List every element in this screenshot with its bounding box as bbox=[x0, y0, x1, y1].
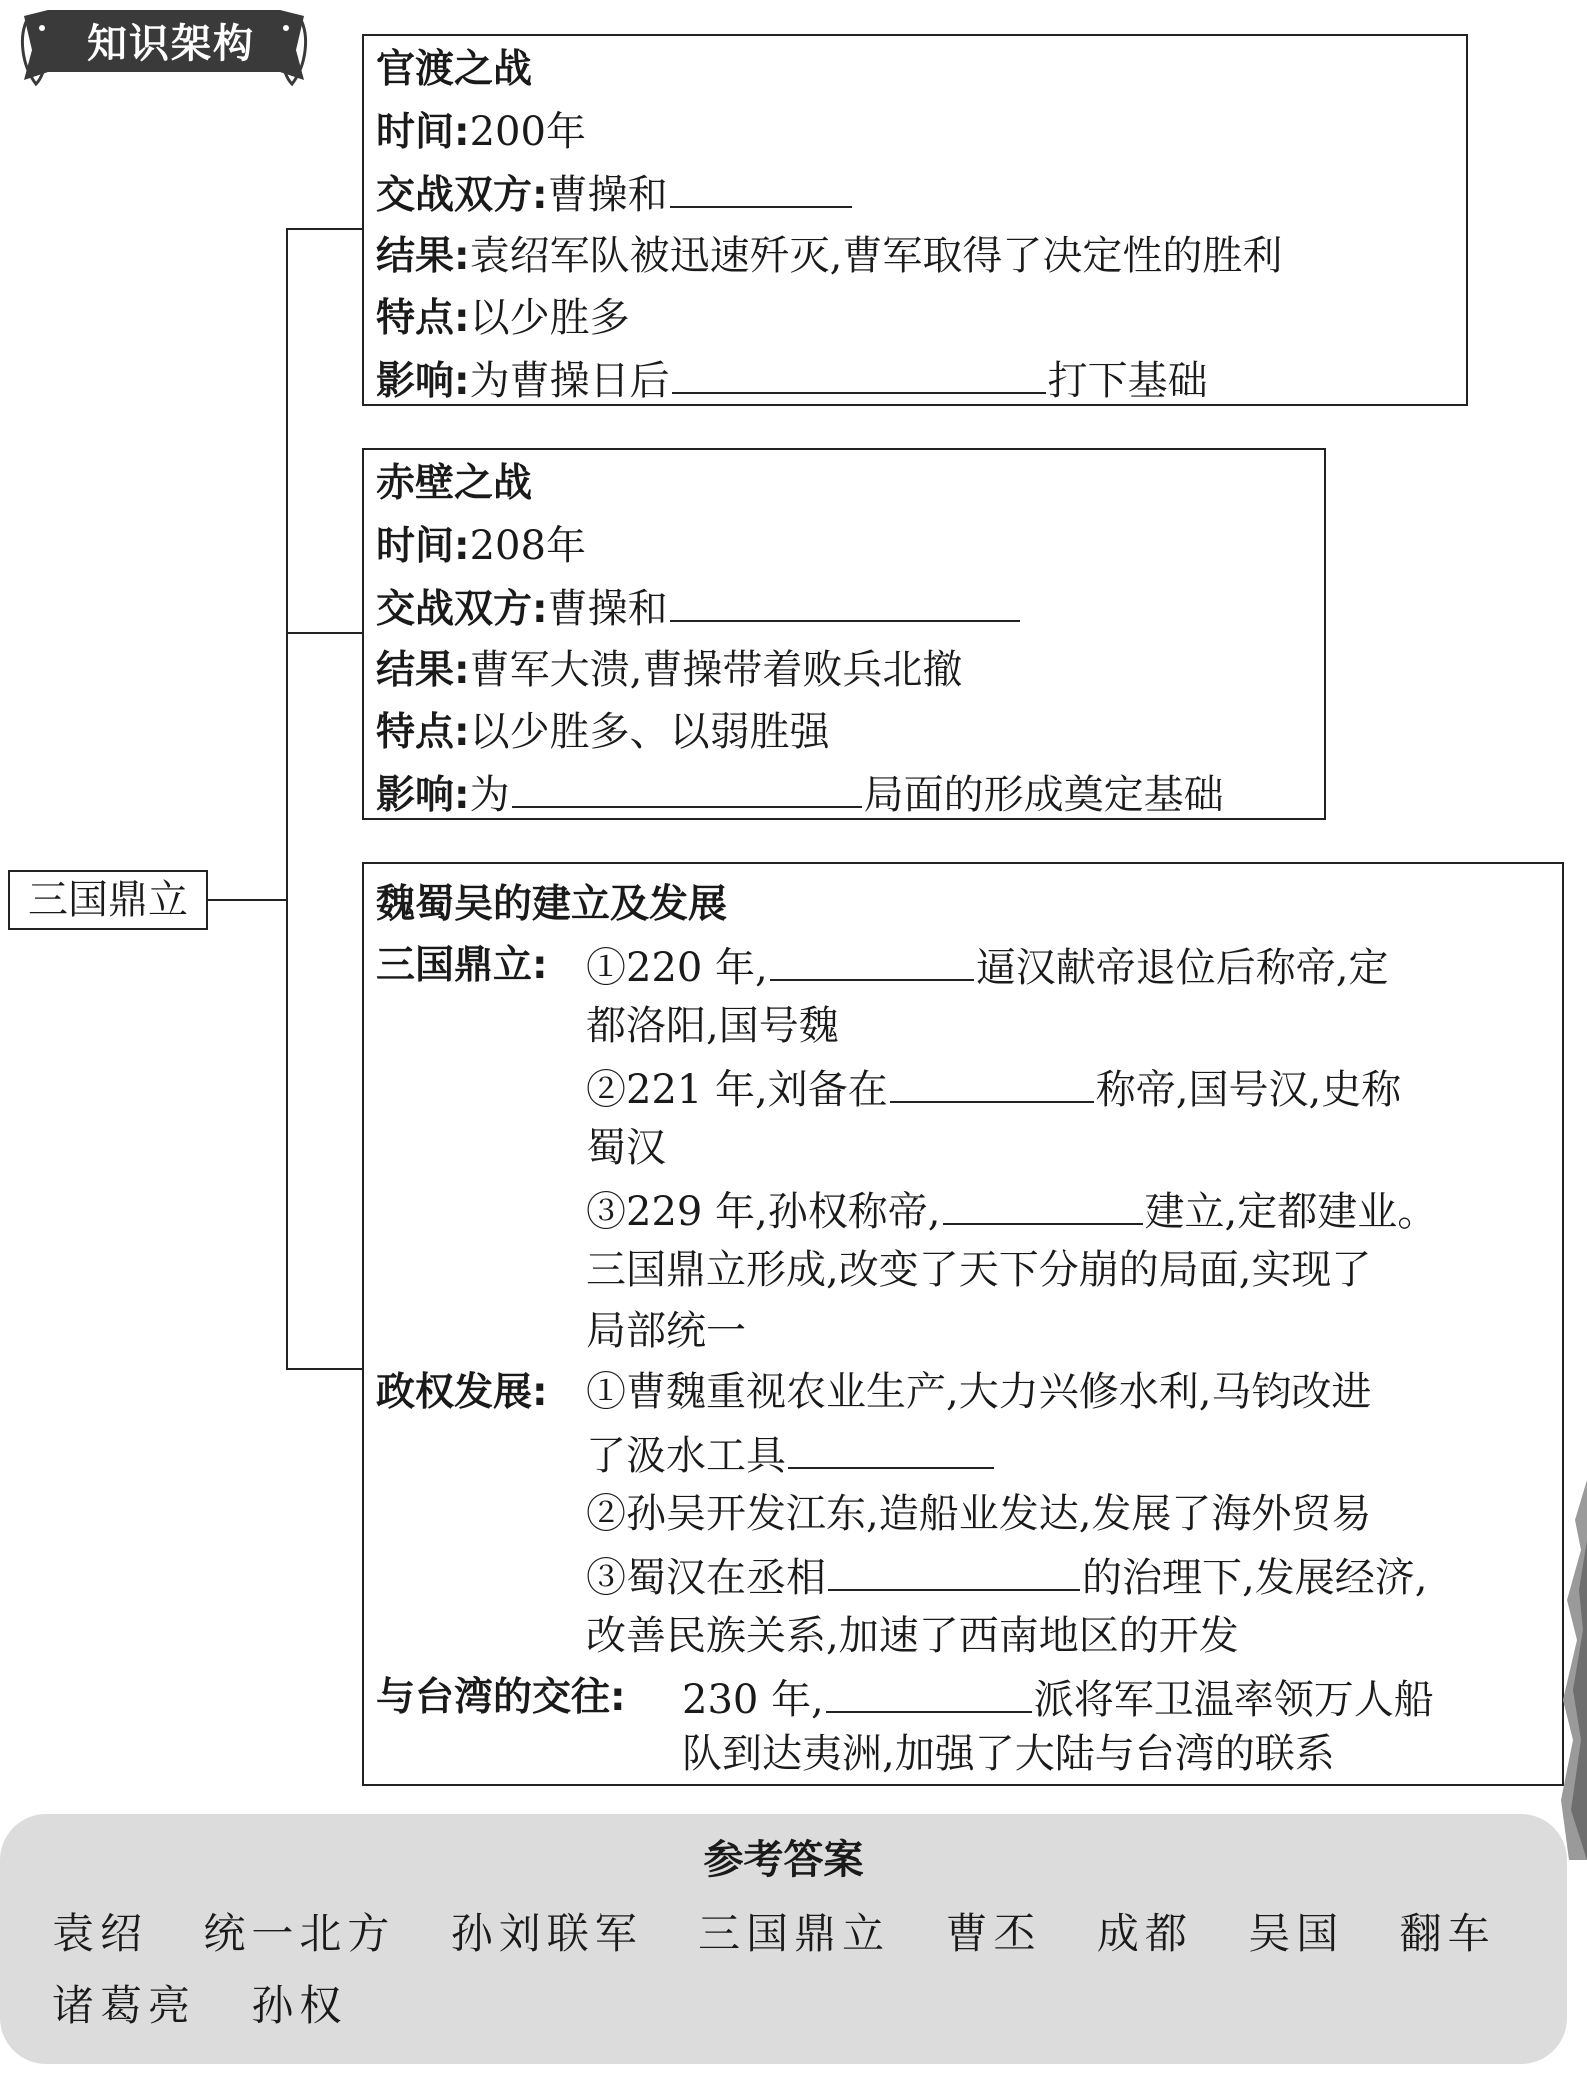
answer-item: 统一北方 bbox=[203, 1909, 396, 1958]
answer-item: 翻车 bbox=[1399, 1909, 1496, 1958]
box1-row-result: 结果:袁绍军队被迅速歼灭,曹军取得了决定性的胜利 bbox=[376, 233, 1283, 279]
answers-row-2 bbox=[52, 1974, 389, 2038]
box2-row-sides: 交战双方:曹操和 bbox=[376, 576, 1022, 640]
s3-line-1: 230 年, 派将军卫温率领万人船 bbox=[682, 1667, 1434, 1731]
tree-connector-box1 bbox=[286, 228, 362, 230]
root-node: 三国鼎立 bbox=[8, 870, 208, 930]
section-banner bbox=[18, 6, 310, 90]
box2-row-impact: 影响:为 局面的形成奠定基础 bbox=[376, 762, 1224, 826]
s2-line-5: 改善民族关系,加速了西南地区的开发 bbox=[586, 1613, 1239, 1659]
answers-title: 参考答案 bbox=[703, 1837, 864, 1883]
s1-line-2: 都洛阳,国号魏 bbox=[586, 1003, 839, 1049]
box2-row-result: 结果:曹军大溃,曹操带着败兵北撤 bbox=[376, 647, 963, 693]
answer-item: 三国鼎立 bbox=[698, 1909, 891, 1958]
s1-line-5: ③229 年,孙权称帝, 建立,定都建业。 bbox=[586, 1179, 1437, 1243]
box3-title: 魏蜀吴的建立及发展 bbox=[376, 882, 728, 927]
answer-blank bbox=[770, 935, 974, 981]
reference-answers-panel bbox=[0, 1814, 1567, 2064]
box1-row-time: 时间:200年 bbox=[376, 109, 586, 155]
answer-item: 孙权 bbox=[251, 1981, 348, 2030]
s1-line-3: ②221 年,刘备在 称帝,国号汉,史称 bbox=[586, 1057, 1401, 1121]
box-guandu bbox=[362, 34, 1468, 406]
answer-blank bbox=[788, 1423, 994, 1469]
s1-line-4: 蜀汉 bbox=[586, 1125, 666, 1171]
answer-blank bbox=[890, 1057, 1094, 1103]
box2-row-feature: 特点:以少胜多、以弱胜强 bbox=[376, 709, 830, 755]
tree-connector-vertical bbox=[286, 228, 288, 1370]
s2-line-2: 了汲水工具 bbox=[586, 1423, 996, 1487]
answer-blank bbox=[943, 1179, 1143, 1225]
answer-blank bbox=[826, 1667, 1032, 1713]
box-chibi bbox=[362, 448, 1326, 820]
banner-title: 知识架构 bbox=[87, 21, 255, 67]
section-label-taiwan-relations: 与台湾的交往: bbox=[376, 1675, 626, 1720]
answer-blank bbox=[670, 162, 852, 208]
tree-connector-root bbox=[208, 899, 288, 901]
answer-item: 袁绍 bbox=[52, 1909, 149, 1958]
answer-item: 曹丕 bbox=[945, 1909, 1042, 1958]
answers-row-1 bbox=[52, 1902, 1538, 1966]
answer-blank bbox=[672, 348, 1046, 394]
s2-line-1: ①曹魏重视农业生产,大力兴修水利,马钧改进 bbox=[586, 1369, 1372, 1415]
mountain-decoration-icon bbox=[1557, 1480, 1587, 1860]
answer-item: 吴国 bbox=[1248, 1909, 1345, 1958]
answer-blank bbox=[512, 762, 862, 808]
box2-title: 赤壁之战 bbox=[376, 461, 533, 506]
s1-line-1: ①220 年, 逼汉献帝退位后称帝,定 bbox=[586, 935, 1389, 999]
s3-line-2: 队到达夷洲,加强了大陆与台湾的联系 bbox=[682, 1731, 1335, 1777]
section-label-regime-development: 政权发展: bbox=[376, 1370, 548, 1415]
answer-item: 诸葛亮 bbox=[52, 1981, 197, 2030]
answer-item: 孙刘联军 bbox=[450, 1909, 643, 1958]
tree-connector-box2 bbox=[286, 632, 362, 634]
box1-row-impact: 影响:为曹操日后 打下基础 bbox=[376, 348, 1208, 412]
box2-row-time: 时间:208年 bbox=[376, 523, 586, 569]
tree-connector-box3 bbox=[286, 1368, 362, 1370]
section-label-three-kingdoms: 三国鼎立: bbox=[376, 943, 548, 988]
box1-row-sides: 交战双方:曹操和 bbox=[376, 162, 854, 226]
s2-line-3: ②孙吴开发江东,造船业发达,发展了海外贸易 bbox=[586, 1491, 1372, 1537]
answer-blank bbox=[828, 1545, 1080, 1591]
answer-item: 成都 bbox=[1096, 1909, 1193, 1958]
box1-title: 官渡之战 bbox=[376, 47, 533, 92]
s1-line-7: 局部统一 bbox=[586, 1308, 746, 1354]
s2-line-4: ③蜀汉在丞相 的治理下,发展经济, bbox=[586, 1545, 1427, 1609]
box1-row-feature: 特点:以少胜多 bbox=[376, 295, 630, 341]
answer-blank bbox=[670, 576, 1020, 622]
s1-line-6: 三国鼎立形成,改变了天下分崩的局面,实现了 bbox=[586, 1247, 1372, 1293]
box-wei-shu-wu bbox=[362, 862, 1564, 1786]
